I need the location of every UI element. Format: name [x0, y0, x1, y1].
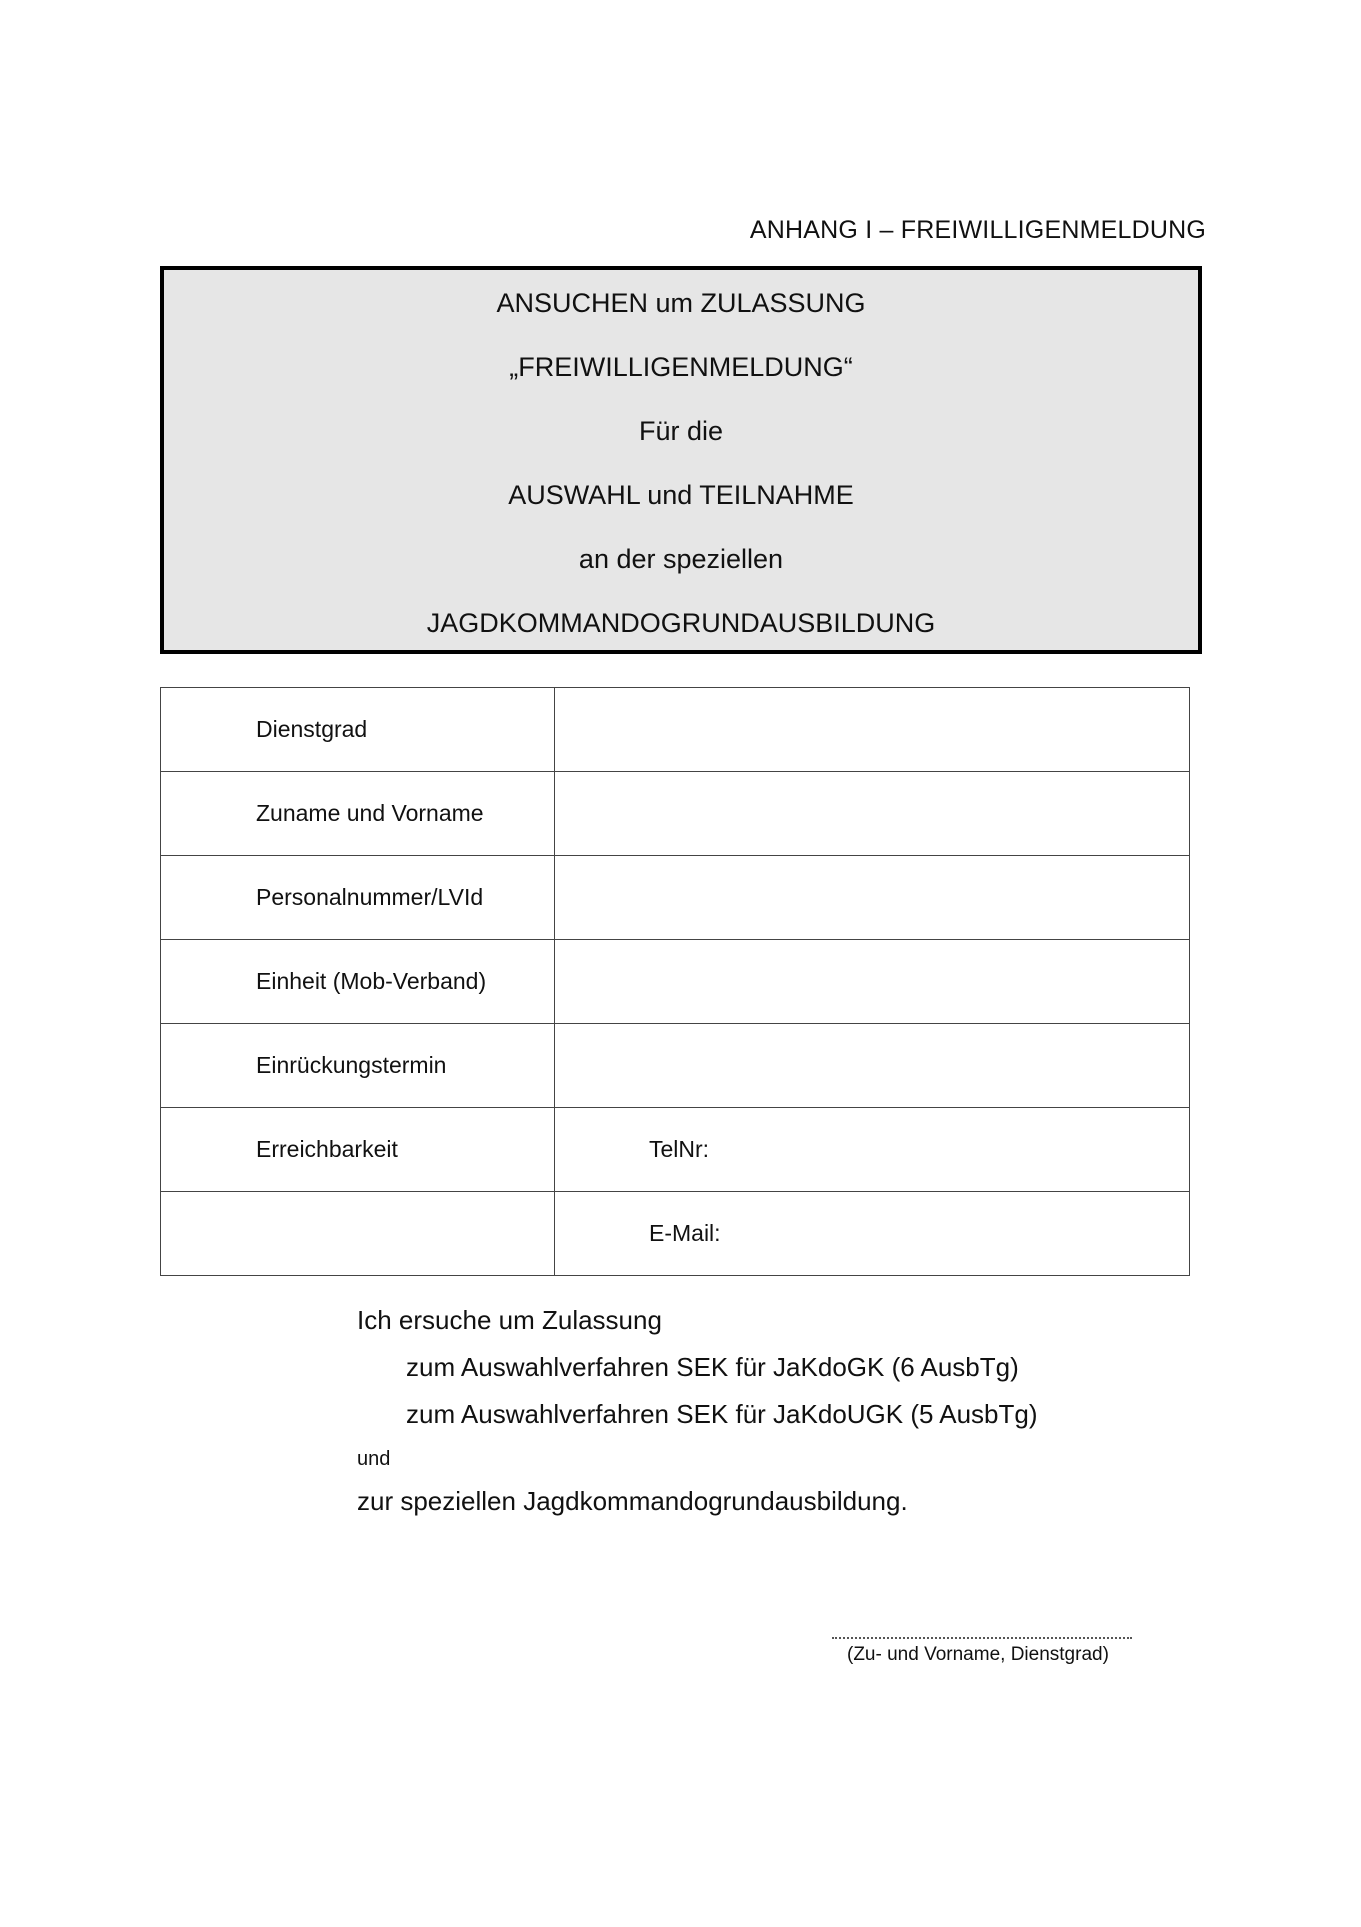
table-row [161, 1024, 1190, 1108]
field-label-erreichbarkeit: Erreichbarkeit [161, 1108, 555, 1192]
request-closing: zur speziellen Jagdkommandogrundausbildung. [357, 1486, 908, 1516]
title-line: an der speziellen [578, 544, 784, 574]
title-line: JAGDKOMMANDOGRUNDAUSBILDUNG [426, 608, 936, 638]
table-row [161, 688, 1190, 772]
field-input-personalnummer[interactable] [555, 856, 1190, 940]
field-label-dienstgrad: Dienstgrad [161, 688, 555, 772]
field-label-einrueckungstermin: Einrückungstermin [161, 1024, 555, 1108]
signature-caption: (Zu- und Vorname, Dienstgrad) [847, 1644, 1109, 1665]
signature-line[interactable] [832, 1627, 1132, 1639]
title-line: „FREIWILLIGENMELDUNG“ [509, 352, 853, 382]
title-block [160, 266, 1202, 654]
request-conjunction: und [357, 1448, 391, 1470]
field-input-telnr[interactable]: TelNr: [555, 1108, 1190, 1192]
request-option-jakdougk[interactable]: zum Auswahlverfahren SEK für JaKdoUGK (5 AusbTg) [406, 1399, 1038, 1429]
title-line: AUSWAHL und TEILNAHME [508, 480, 854, 510]
field-label-einheit: Einheit (Mob-Verband) [161, 940, 555, 1024]
table-row [161, 940, 1190, 1024]
request-intro: Ich ersuche um Zulassung [357, 1305, 662, 1335]
title-line: Für die [638, 416, 724, 446]
request-option-jakdogk[interactable]: zum Auswahlverfahren SEK für JaKdoGK (6 AusbTg) [406, 1352, 1019, 1382]
annex-title: ANHANG I – FREIWILLIGENMELDUNG [749, 216, 1206, 244]
personal-data-table [160, 687, 1190, 1276]
table-row [161, 856, 1190, 940]
field-input-einrueckungstermin[interactable] [555, 1024, 1190, 1108]
table-row [161, 1192, 1190, 1276]
table-row [161, 1108, 1190, 1192]
field-input-name[interactable] [555, 772, 1190, 856]
field-label-empty [161, 1192, 555, 1276]
table-row [161, 772, 1190, 856]
field-input-email[interactable]: E-Mail: [555, 1192, 1190, 1276]
field-label-personalnummer: Personalnummer/LVId [161, 856, 555, 940]
field-input-einheit[interactable] [555, 940, 1190, 1024]
field-label-name: Zuname und Vorname [161, 772, 555, 856]
field-input-dienstgrad[interactable] [555, 688, 1190, 772]
title-line: ANSUCHEN um ZULASSUNG [496, 288, 866, 318]
